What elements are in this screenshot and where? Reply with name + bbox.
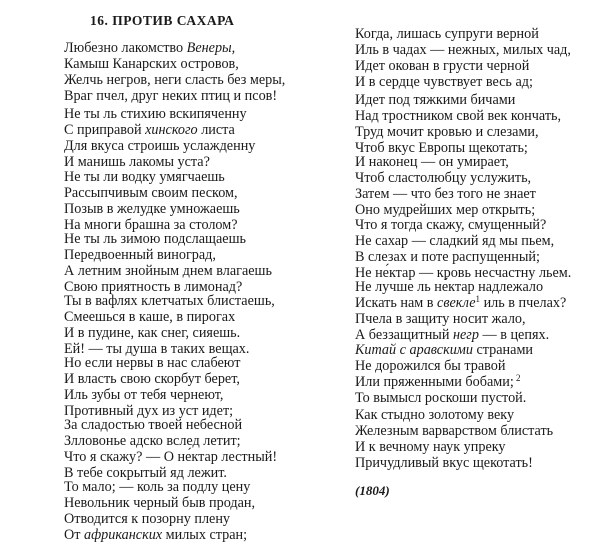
italic-text: свекле — [437, 295, 476, 312]
stanza — [64, 293, 275, 357]
verse-line: Идет окован в грусти черной — [355, 58, 530, 75]
verse-line: Труд мочит кровью и слезами, — [355, 124, 539, 141]
verse-line: Что я скажу? — О не́ктар лестный! — [64, 449, 278, 466]
verse-line: И к вечному наук упреку — [355, 439, 506, 456]
stanza — [355, 279, 566, 343]
verse-line: И власть свою скорбут берет, — [64, 371, 240, 388]
verse-line: Желчь негров, неги сласть без меры, — [64, 72, 286, 89]
poem-date: (1804) — [355, 483, 390, 498]
verse-line: В тебе сокрытый яд лежит. — [64, 465, 227, 482]
verse-line: Ты в вафлях клетчатых блистаешь, — [64, 293, 275, 309]
stanza — [355, 407, 553, 471]
verse-line: Передвоенный виноград, — [64, 247, 216, 264]
verse-line: С приправой хинского листа — [64, 122, 235, 139]
stanza — [64, 479, 255, 543]
verse-line: То мало; — коль за подлу цену — [64, 479, 251, 495]
verse-line: Свою приятность в лимонад? — [64, 279, 243, 296]
verse-line: Что я тогда скажу, смущенный? — [355, 217, 547, 233]
italic-text: хинского — [145, 122, 198, 139]
verse-line: Враг пчел, друг неких птиц и псов! — [64, 88, 278, 105]
stanza — [64, 417, 277, 481]
verse-line: Иль в чадах — нежных, милых чад, — [355, 42, 571, 59]
verse-line: И наконец — он умирает, — [355, 154, 509, 170]
verse-line: Не ты ль зимою подслащаешь — [64, 231, 246, 247]
verse-line: И манишь лакомы уста? — [64, 154, 210, 171]
verse-line: То вымысл роскоши пустой. — [355, 390, 527, 407]
verse-line: В слезах и поте распущенный; — [355, 249, 540, 266]
footnote-marker: 2 — [513, 373, 521, 384]
verse-line: Искать нам в свекле$^1$ иль в пчелах? — [355, 294, 567, 312]
verse-line: Невольник черный быв продан, — [64, 495, 256, 512]
stanza — [355, 92, 561, 156]
verse-line: Оно мудрейших мер открыть; — [355, 202, 536, 219]
verse-line: Или пряженными бобами; $^2$ — [355, 373, 521, 391]
verse-line: Над тростником свой век кончать, — [355, 108, 562, 125]
stanza — [355, 342, 533, 406]
verse-line: Затем — что без того не знает — [355, 186, 536, 203]
verse-line: Идет под тяжкими бичами — [355, 92, 516, 108]
stanza — [64, 40, 285, 104]
verse-line: Отводится к позорну плену — [64, 511, 231, 528]
verse-line: Не не́ктар — кровь несчастну льем. — [355, 265, 572, 282]
verse-line: Как стыдно золотому веку — [355, 407, 515, 423]
verse-line: За сладостью твоей небесной — [64, 417, 243, 433]
verse-line: Иль зубы от тебя чернеют, — [64, 387, 224, 404]
verse-line: А летним знойным днем влагаешь — [64, 263, 272, 280]
stanza — [64, 106, 255, 170]
verse-line: Не ты ли водку умягчаешь — [64, 169, 225, 185]
verse-line: Когда, лишась супруги верной — [355, 26, 539, 42]
verse-line: Позыв в желудке умножаешь — [64, 201, 240, 218]
italic-text: Китай — [355, 342, 397, 358]
verse-line: И в сердце чувствует весь ад; — [355, 74, 533, 91]
verse-line: Не сахар — сладкий яд мы пьем, — [355, 233, 555, 250]
verse-line: Чтоб сластолюбцу услужить, — [355, 170, 532, 187]
verse-line: Противный дух из уст идет; — [64, 403, 234, 420]
italic-text: негр — [452, 327, 479, 344]
poem-title: 16. ПРОТИВ САХАРА — [90, 13, 235, 28]
verse-line: Китай с аравскими странами — [355, 342, 534, 358]
verse-line: На многи брашна за столом? — [64, 217, 238, 234]
italic-text: с аравскими — [399, 342, 473, 358]
verse-line: Для вкуса строишь услажденну — [64, 138, 256, 155]
verse-line: Ей! — ты душа в таких вещах. — [64, 341, 250, 358]
verse-line: А беззащитный негр — в цепях. — [355, 327, 550, 344]
verse-line: И в пудине, как снег, сияешь. — [64, 325, 241, 342]
verse-line: Не ты ль стихию вскипяченну — [64, 106, 247, 122]
verse-line: Любезно лакомство Венеры, — [64, 40, 236, 56]
footnote-marker: 1 — [475, 294, 481, 305]
verse-line: Причудливый вкус щекотать! — [355, 455, 533, 472]
verse-line: Железным варварством блистать — [355, 423, 554, 440]
stanza — [355, 26, 571, 90]
verse-line: Смеешься в каше, в пирогах — [64, 309, 236, 326]
verse-line: Камыш Канарских островов, — [64, 56, 239, 73]
stanza — [355, 154, 536, 218]
italic-text: Венеры, — [186, 40, 236, 56]
verse-line: Не лучше ль не́ктар надлежало — [355, 279, 544, 295]
verse-line: Чтоб вкус Европы щекотать; — [355, 140, 528, 157]
stanza — [64, 231, 272, 295]
italic-text: африканских — [84, 527, 163, 544]
verse-line: Но если нервы в нас слабеют — [64, 355, 241, 371]
verse-line: Пчела в защиту носит жало, — [355, 311, 526, 328]
stanza — [355, 217, 571, 281]
verse-line: Не дорожился бы травой — [355, 358, 506, 375]
stanza — [64, 169, 240, 233]
stanza — [64, 355, 240, 419]
verse-line: От африканских милых стран; — [64, 527, 248, 544]
verse-line: Рассыпчивым своим песком, — [64, 185, 238, 202]
verse-line: Злловонье адско вслед летит; — [64, 433, 241, 450]
